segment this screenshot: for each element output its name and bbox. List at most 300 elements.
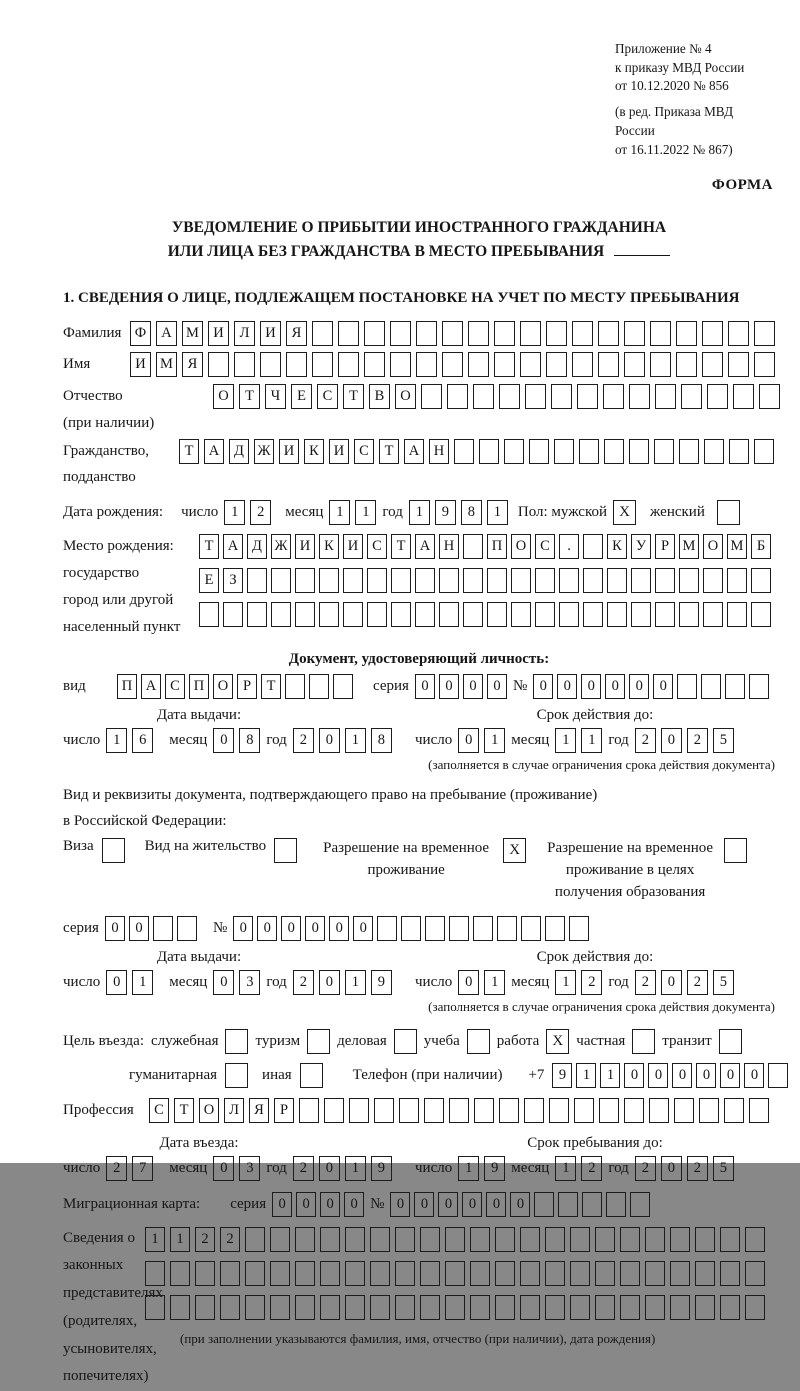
char-cell[interactable] (487, 568, 507, 593)
char-cell[interactable]: И (329, 439, 349, 464)
char-cell[interactable]: 2 (293, 1156, 314, 1181)
char-cell[interactable] (546, 352, 567, 377)
char-cell[interactable] (463, 602, 483, 627)
char-cell[interactable] (695, 1295, 715, 1320)
char-cell[interactable] (670, 1227, 690, 1252)
char-cell[interactable]: 0 (648, 1063, 668, 1088)
char-cell[interactable]: С (165, 674, 185, 699)
char-cell[interactable] (677, 674, 697, 699)
char-cell[interactable] (295, 568, 315, 593)
char-cell[interactable]: Б (751, 534, 771, 559)
char-cell[interactable]: 0 (653, 674, 673, 699)
char-cell[interactable] (223, 602, 243, 627)
char-cell[interactable] (759, 384, 780, 409)
char-cell[interactable] (416, 321, 437, 346)
char-cell[interactable]: 2 (106, 1156, 127, 1181)
char-cell[interactable] (595, 1227, 615, 1252)
char-cell[interactable] (702, 352, 723, 377)
char-cell[interactable]: А (415, 534, 435, 559)
char-cell[interactable]: П (117, 674, 137, 699)
char-cell[interactable] (520, 1295, 540, 1320)
char-cell[interactable] (745, 1295, 765, 1320)
char-cell[interactable] (670, 1261, 690, 1286)
char-cell[interactable] (583, 568, 603, 593)
char-cell[interactable] (631, 568, 651, 593)
char-cell[interactable] (270, 1227, 290, 1252)
char-cell[interactable]: Т (391, 534, 411, 559)
char-cell[interactable] (570, 1261, 590, 1286)
char-cell[interactable] (312, 352, 333, 377)
purpose-other-checkbox[interactable] (300, 1063, 323, 1088)
visa-checkbox[interactable] (102, 838, 125, 863)
char-cell[interactable]: 0 (296, 1192, 316, 1217)
char-cell[interactable]: А (404, 439, 424, 464)
char-cell[interactable] (260, 352, 281, 377)
char-cell[interactable]: Я (182, 352, 203, 377)
char-cell[interactable]: 0 (438, 1192, 458, 1217)
char-cell[interactable]: 5 (713, 728, 734, 753)
char-cell[interactable] (751, 602, 771, 627)
char-cell[interactable]: 1 (555, 728, 576, 753)
char-cell[interactable] (670, 1295, 690, 1320)
char-cell[interactable]: 0 (661, 970, 682, 995)
char-cell[interactable] (463, 568, 483, 593)
char-cell[interactable] (655, 602, 675, 627)
char-cell[interactable] (606, 1192, 626, 1217)
char-cell[interactable] (445, 1227, 465, 1252)
char-cell[interactable] (449, 916, 469, 941)
char-cell[interactable]: С (149, 1098, 169, 1123)
char-cell[interactable] (631, 602, 651, 627)
char-cell[interactable] (364, 352, 385, 377)
char-cell[interactable]: 0 (533, 674, 553, 699)
char-cell[interactable] (645, 1295, 665, 1320)
char-cell[interactable] (511, 568, 531, 593)
char-cell[interactable]: 7 (132, 1156, 153, 1181)
char-cell[interactable] (624, 321, 645, 346)
char-cell[interactable] (479, 439, 499, 464)
char-cell[interactable]: Т (174, 1098, 194, 1123)
char-cell[interactable] (286, 352, 307, 377)
char-cell[interactable] (320, 1295, 340, 1320)
char-cell[interactable]: 1 (484, 970, 505, 995)
char-cell[interactable] (395, 1295, 415, 1320)
char-cell[interactable]: О (213, 674, 233, 699)
char-cell[interactable] (727, 602, 747, 627)
char-cell[interactable]: К (304, 439, 324, 464)
char-cell[interactable]: М (679, 534, 699, 559)
char-cell[interactable]: 0 (672, 1063, 692, 1088)
char-cell[interactable] (245, 1261, 265, 1286)
char-cell[interactable]: 3 (239, 970, 260, 995)
char-cell[interactable]: А (141, 674, 161, 699)
char-cell[interactable] (645, 1261, 665, 1286)
char-cell[interactable]: 0 (486, 1192, 506, 1217)
char-cell[interactable]: Е (291, 384, 312, 409)
char-cell[interactable]: П (189, 674, 209, 699)
char-cell[interactable]: 5 (713, 1156, 734, 1181)
char-cell[interactable]: 9 (552, 1063, 572, 1088)
char-cell[interactable]: Л (234, 321, 255, 346)
char-cell[interactable]: 0 (319, 728, 340, 753)
purpose-private-checkbox[interactable] (632, 1029, 655, 1054)
char-cell[interactable] (733, 384, 754, 409)
char-cell[interactable]: . (559, 534, 579, 559)
char-cell[interactable] (170, 1295, 190, 1320)
char-cell[interactable] (449, 1098, 469, 1123)
char-cell[interactable]: 0 (106, 970, 127, 995)
char-cell[interactable] (374, 1098, 394, 1123)
char-cell[interactable] (234, 352, 255, 377)
char-cell[interactable]: Н (439, 534, 459, 559)
char-cell[interactable] (470, 1261, 490, 1286)
char-cell[interactable] (345, 1261, 365, 1286)
char-cell[interactable]: Н (429, 439, 449, 464)
char-cell[interactable] (559, 568, 579, 593)
char-cell[interactable] (582, 1192, 602, 1217)
char-cell[interactable] (499, 384, 520, 409)
char-cell[interactable]: С (535, 534, 555, 559)
char-cell[interactable]: К (319, 534, 339, 559)
purpose-humanitarian-checkbox[interactable] (225, 1063, 248, 1088)
char-cell[interactable] (454, 439, 474, 464)
char-cell[interactable] (295, 1261, 315, 1286)
char-cell[interactable] (420, 1261, 440, 1286)
char-cell[interactable]: 0 (581, 674, 601, 699)
char-cell[interactable] (295, 602, 315, 627)
char-cell[interactable]: 1 (224, 500, 245, 525)
char-cell[interactable] (676, 321, 697, 346)
char-cell[interactable] (470, 1295, 490, 1320)
char-cell[interactable] (520, 352, 541, 377)
char-cell[interactable] (245, 1227, 265, 1252)
char-cell[interactable] (468, 352, 489, 377)
char-cell[interactable]: 0 (744, 1063, 764, 1088)
char-cell[interactable] (695, 1261, 715, 1286)
char-cell[interactable]: О (395, 384, 416, 409)
char-cell[interactable] (364, 321, 385, 346)
char-cell[interactable] (654, 439, 674, 464)
char-cell[interactable] (574, 1098, 594, 1123)
char-cell[interactable] (745, 1227, 765, 1252)
char-cell[interactable] (319, 602, 339, 627)
char-cell[interactable]: 6 (132, 728, 153, 753)
char-cell[interactable]: 0 (233, 916, 253, 941)
char-cell[interactable]: 0 (319, 1156, 340, 1181)
char-cell[interactable]: 1 (345, 1156, 366, 1181)
char-cell[interactable]: 0 (463, 674, 483, 699)
char-cell[interactable] (439, 602, 459, 627)
purpose-study-checkbox[interactable] (467, 1029, 490, 1054)
char-cell[interactable] (549, 1098, 569, 1123)
char-cell[interactable]: 0 (213, 970, 234, 995)
char-cell[interactable]: 1 (345, 728, 366, 753)
char-cell[interactable] (681, 384, 702, 409)
char-cell[interactable] (607, 602, 627, 627)
char-cell[interactable] (370, 1261, 390, 1286)
char-cell[interactable] (425, 916, 445, 941)
char-cell[interactable]: 0 (129, 916, 149, 941)
char-cell[interactable] (420, 1295, 440, 1320)
char-cell[interactable]: Д (247, 534, 267, 559)
char-cell[interactable]: И (295, 534, 315, 559)
char-cell[interactable] (271, 568, 291, 593)
char-cell[interactable]: 0 (487, 674, 507, 699)
char-cell[interactable]: 2 (635, 970, 656, 995)
char-cell[interactable] (220, 1261, 240, 1286)
char-cell[interactable]: 1 (132, 970, 153, 995)
char-cell[interactable]: Д (229, 439, 249, 464)
char-cell[interactable] (338, 352, 359, 377)
char-cell[interactable]: 0 (344, 1192, 364, 1217)
char-cell[interactable]: 0 (305, 916, 325, 941)
char-cell[interactable] (720, 1261, 740, 1286)
char-cell[interactable] (416, 352, 437, 377)
char-cell[interactable] (572, 352, 593, 377)
char-cell[interactable] (415, 602, 435, 627)
char-cell[interactable]: 2 (581, 970, 602, 995)
char-cell[interactable] (520, 321, 541, 346)
char-cell[interactable] (570, 1227, 590, 1252)
char-cell[interactable]: Ж (271, 534, 291, 559)
char-cell[interactable]: Т (343, 384, 364, 409)
char-cell[interactable]: А (223, 534, 243, 559)
char-cell[interactable] (645, 1227, 665, 1252)
char-cell[interactable]: 0 (319, 970, 340, 995)
char-cell[interactable]: У (631, 534, 651, 559)
char-cell[interactable] (598, 321, 619, 346)
char-cell[interactable]: Т (179, 439, 199, 464)
char-cell[interactable] (245, 1295, 265, 1320)
char-cell[interactable]: 0 (458, 970, 479, 995)
char-cell[interactable] (679, 439, 699, 464)
char-cell[interactable]: 0 (605, 674, 625, 699)
char-cell[interactable] (749, 1098, 769, 1123)
char-cell[interactable] (170, 1261, 190, 1286)
char-cell[interactable]: К (607, 534, 627, 559)
char-cell[interactable] (754, 352, 775, 377)
char-cell[interactable]: 0 (272, 1192, 292, 1217)
char-cell[interactable] (220, 1295, 240, 1320)
char-cell[interactable] (559, 602, 579, 627)
char-cell[interactable] (195, 1295, 215, 1320)
char-cell[interactable] (545, 1295, 565, 1320)
char-cell[interactable] (535, 602, 555, 627)
char-cell[interactable] (655, 568, 675, 593)
char-cell[interactable] (415, 568, 435, 593)
char-cell[interactable] (391, 602, 411, 627)
char-cell[interactable]: 9 (435, 500, 456, 525)
char-cell[interactable]: З (223, 568, 243, 593)
char-cell[interactable] (299, 1098, 319, 1123)
char-cell[interactable] (729, 439, 749, 464)
char-cell[interactable]: 0 (257, 916, 277, 941)
char-cell[interactable] (463, 534, 483, 559)
char-cell[interactable] (529, 439, 549, 464)
char-cell[interactable] (676, 352, 697, 377)
char-cell[interactable]: И (343, 534, 363, 559)
char-cell[interactable] (695, 1227, 715, 1252)
char-cell[interactable] (285, 674, 305, 699)
char-cell[interactable] (445, 1295, 465, 1320)
char-cell[interactable]: 8 (461, 500, 482, 525)
char-cell[interactable] (650, 352, 671, 377)
char-cell[interactable] (525, 384, 546, 409)
char-cell[interactable] (534, 1192, 554, 1217)
char-cell[interactable]: О (703, 534, 723, 559)
char-cell[interactable] (177, 916, 197, 941)
char-cell[interactable] (324, 1098, 344, 1123)
char-cell[interactable] (707, 384, 728, 409)
char-cell[interactable] (487, 602, 507, 627)
char-cell[interactable] (395, 1261, 415, 1286)
char-cell[interactable] (333, 674, 353, 699)
char-cell[interactable] (728, 321, 749, 346)
char-cell[interactable] (520, 1261, 540, 1286)
char-cell[interactable] (599, 1098, 619, 1123)
char-cell[interactable] (312, 321, 333, 346)
char-cell[interactable] (570, 1295, 590, 1320)
char-cell[interactable] (208, 352, 229, 377)
char-cell[interactable] (343, 602, 363, 627)
char-cell[interactable]: 2 (687, 1156, 708, 1181)
char-cell[interactable] (345, 1295, 365, 1320)
char-cell[interactable] (583, 534, 603, 559)
char-cell[interactable]: 1 (329, 500, 350, 525)
char-cell[interactable]: 0 (414, 1192, 434, 1217)
sex-female-checkbox[interactable] (717, 500, 740, 525)
char-cell[interactable]: 1 (409, 500, 430, 525)
char-cell[interactable] (343, 568, 363, 593)
char-cell[interactable]: Ж (254, 439, 274, 464)
char-cell[interactable]: М (182, 321, 203, 346)
char-cell[interactable] (579, 439, 599, 464)
char-cell[interactable] (569, 916, 589, 941)
char-cell[interactable]: О (213, 384, 234, 409)
char-cell[interactable]: И (130, 352, 151, 377)
char-cell[interactable] (153, 916, 173, 941)
char-cell[interactable] (727, 568, 747, 593)
char-cell[interactable]: 2 (635, 728, 656, 753)
char-cell[interactable] (583, 602, 603, 627)
char-cell[interactable] (745, 1261, 765, 1286)
char-cell[interactable]: М (727, 534, 747, 559)
char-cell[interactable]: 1 (487, 500, 508, 525)
temp-residence-checkbox[interactable]: X (503, 838, 526, 863)
char-cell[interactable] (473, 384, 494, 409)
char-cell[interactable] (524, 1098, 544, 1123)
char-cell[interactable]: 0 (458, 728, 479, 753)
char-cell[interactable]: Т (199, 534, 219, 559)
char-cell[interactable] (391, 568, 411, 593)
char-cell[interactable]: 0 (213, 728, 234, 753)
char-cell[interactable]: 1 (458, 1156, 479, 1181)
char-cell[interactable] (442, 321, 463, 346)
char-cell[interactable] (624, 352, 645, 377)
char-cell[interactable] (520, 1227, 540, 1252)
char-cell[interactable] (572, 321, 593, 346)
char-cell[interactable]: Т (261, 674, 281, 699)
temp-residence-education-checkbox[interactable] (724, 838, 747, 863)
char-cell[interactable] (728, 352, 749, 377)
char-cell[interactable]: 8 (371, 728, 392, 753)
char-cell[interactable] (271, 602, 291, 627)
char-cell[interactable] (495, 1261, 515, 1286)
char-cell[interactable]: 2 (687, 728, 708, 753)
char-cell[interactable]: 2 (250, 500, 271, 525)
char-cell[interactable] (377, 916, 397, 941)
char-cell[interactable] (494, 321, 515, 346)
char-cell[interactable]: Ф (130, 321, 151, 346)
char-cell[interactable] (247, 568, 267, 593)
char-cell[interactable]: 2 (581, 1156, 602, 1181)
char-cell[interactable] (701, 674, 721, 699)
char-cell[interactable] (367, 602, 387, 627)
char-cell[interactable] (749, 674, 769, 699)
char-cell[interactable]: 0 (320, 1192, 340, 1217)
char-cell[interactable] (468, 321, 489, 346)
char-cell[interactable]: С (317, 384, 338, 409)
char-cell[interactable] (551, 384, 572, 409)
char-cell[interactable]: 0 (661, 1156, 682, 1181)
char-cell[interactable] (554, 439, 574, 464)
char-cell[interactable]: 0 (213, 1156, 234, 1181)
char-cell[interactable]: А (156, 321, 177, 346)
char-cell[interactable]: 2 (195, 1227, 215, 1252)
char-cell[interactable] (624, 1098, 644, 1123)
char-cell[interactable]: 1 (170, 1227, 190, 1252)
char-cell[interactable]: Я (286, 321, 307, 346)
char-cell[interactable] (345, 1227, 365, 1252)
char-cell[interactable]: Е (199, 568, 219, 593)
char-cell[interactable]: 1 (145, 1227, 165, 1252)
char-cell[interactable]: 1 (576, 1063, 596, 1088)
char-cell[interactable]: 0 (353, 916, 373, 941)
char-cell[interactable] (370, 1295, 390, 1320)
char-cell[interactable] (577, 384, 598, 409)
char-cell[interactable] (620, 1295, 640, 1320)
char-cell[interactable]: 2 (220, 1227, 240, 1252)
char-cell[interactable] (270, 1295, 290, 1320)
purpose-official-checkbox[interactable] (225, 1029, 248, 1054)
char-cell[interactable] (320, 1227, 340, 1252)
char-cell[interactable] (370, 1227, 390, 1252)
char-cell[interactable] (497, 916, 517, 941)
char-cell[interactable] (558, 1192, 578, 1217)
char-cell[interactable] (720, 1295, 740, 1320)
char-cell[interactable] (421, 384, 442, 409)
char-cell[interactable]: 9 (371, 1156, 392, 1181)
char-cell[interactable]: С (367, 534, 387, 559)
char-cell[interactable] (650, 321, 671, 346)
char-cell[interactable]: 9 (371, 970, 392, 995)
char-cell[interactable]: Ч (265, 384, 286, 409)
char-cell[interactable] (395, 1227, 415, 1252)
char-cell[interactable] (145, 1295, 165, 1320)
char-cell[interactable] (724, 1098, 744, 1123)
char-cell[interactable] (754, 321, 775, 346)
char-cell[interactable] (270, 1261, 290, 1286)
char-cell[interactable] (470, 1227, 490, 1252)
char-cell[interactable] (295, 1295, 315, 1320)
char-cell[interactable] (607, 568, 627, 593)
char-cell[interactable]: И (279, 439, 299, 464)
char-cell[interactable]: 1 (484, 728, 505, 753)
char-cell[interactable]: 0 (720, 1063, 740, 1088)
char-cell[interactable]: 9 (484, 1156, 505, 1181)
char-cell[interactable] (703, 602, 723, 627)
char-cell[interactable] (630, 1192, 650, 1217)
